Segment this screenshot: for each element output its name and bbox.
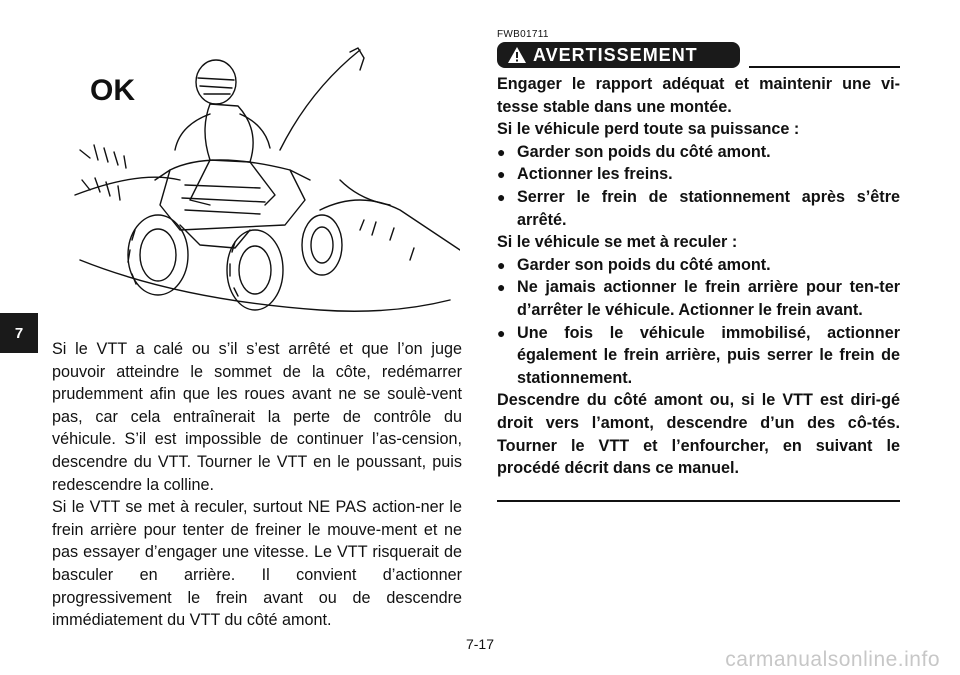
warning-end-rule: [497, 500, 900, 502]
section-title: Si le véhicule perd toute sa puissance :: [497, 120, 800, 139]
warning-badge: [497, 42, 740, 68]
warning-intro: Engager le rapport adéquat et maintenir une vi-tesse stable dans une montée.: [497, 75, 900, 116]
warning-closing: Descendre du côté amont ou, si le VTT est diri-gé droit vers l’amont, descendre d’un des cô-tés. Tourner le VTT et l’enfourcher, en suivant le procédé décrit dans ce manuel.: [497, 391, 900, 478]
warning-header-rule: [749, 66, 900, 68]
section-title: Si le véhicule se met à reculer :: [497, 233, 738, 252]
bullet-icon: ●: [497, 256, 506, 273]
watermark: carmanualsonline.info: [725, 648, 940, 671]
bullet-icon: ●: [497, 166, 506, 183]
warning-code: FWB01711: [497, 29, 549, 40]
chapter-tab: 7: [0, 313, 38, 353]
bullet-icon: ●: [497, 188, 506, 205]
atv-uphill-illustration: [60, 30, 460, 330]
bullet-icon: ●: [497, 143, 506, 160]
warning-body: [497, 73, 900, 480]
body-paragraph: Si le VTT a calé ou s’il s’est arrêté et que l’on juge pouvoir atteindre le sommet de la côte, redémarrer prudemment afin que les roues avant ne se soulè-vent pas, car cela entraînerait la perte de contrôle du véhicule. S’il est impossible de continuer l’as-cension, descendre du VTT. Tourner le VTT en le poussant, puis redescendre la colline.: [52, 340, 462, 494]
warning-triangle-icon: [507, 46, 527, 64]
bullet-icon: ●: [497, 279, 506, 296]
body-paragraph: Si le VTT se met à reculer, surtout NE PAS action-ner le frein arrière pour tenter de freiner le mouve-ment et ne pas essayer d’engager une vitesse. Le VTT risquerait de basculer en arrière. Il convient d’actionner progressivement le frein avant ou de descendre immédiatement du VTT du côté amont.: [52, 498, 462, 630]
bullet-item: ● Ne jamais actionner le frein arrière pour ten-ter d’arrêter le véhicule. Actionner le frein avant.: [497, 276, 900, 321]
warning-title: AVERTISSEMENT: [533, 44, 698, 65]
page-number: 7-17: [465, 636, 495, 652]
body-text: [52, 338, 462, 632]
warning-header: [497, 42, 900, 68]
bullet-item: ● Actionner les freins.: [497, 163, 900, 186]
bullet-item: ● Garder son poids du côté amont.: [497, 254, 900, 277]
ok-label: OK: [90, 74, 135, 107]
bullet-icon: ●: [497, 324, 506, 341]
bullet-item: ● Serrer le frein de stationnement après s’être arrêté.: [497, 186, 900, 231]
bullet-item: ● Garder son poids du côté amont.: [497, 141, 900, 164]
bullet-item: ● Une fois le véhicule immobilisé, actionner également le frein arrière, puis serrer le frein de stationnement.: [497, 322, 900, 390]
